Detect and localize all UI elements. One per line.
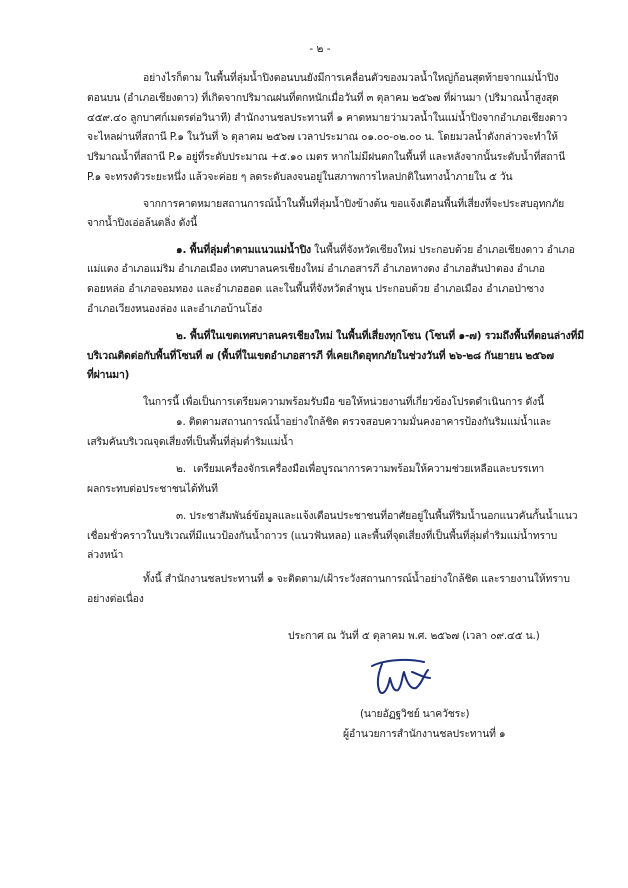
text-line: ตอนบน (อำเภอเชียงดาว) ที่เกิดจากปริมาณฝนที่ตกหนักเมื่อวันที่ ๓ ตุลาคม ๒๕๖๗ ที่ผ่านมา (ปริมาณน้ำสูงสุด [87,92,559,104]
text-line: จากน้ำปิงเอ่อล้นตลิ่ง ดังนี้ [87,217,198,229]
text-line: ๒. เตรียมเครื่องจักรเครื่องมือเพื่อบูรณาการความพร้อมให้ความช่วยเหลือและบรรเทา [176,463,544,475]
text-line: เสริมคันบริเวณจุดเสี่ยงที่เป็นพื้นที่ลุ่มต่ำริมแม่น้ำ [87,436,294,448]
text-line: จะไหลผ่านที่สถานี P.๑ ในวันที่ ๖ ตุลาคม ๒๕๖๗ เวลาประมาณ ๐๑.๐๐-๐๒.๐๐ น. โดยมวลน้ำดังกล่าวจะทำให้ [87,131,558,143]
text-line: ๒. พื้นที่ในเขตเทศบาลนครเชียงใหม่ ในพื้นที่เสี่ยงทุกโซน (โซนที่ ๑-๗) รวมถึงพื้นที่ตอนล่างที่มี [176,330,584,342]
text-line: ปริมาณน้ำที่สถานี P.๑ อยู่ที่ระดับประมาณ +๕.๑๐ เมตร หากไม่มีฝนตกในพื้นที่ และหลังจากนั้นระดับน้ำที่สถานี [87,151,566,163]
action-intro: ในการนี้ เพื่อเป็นการเตรียมความพร้อมรับมือ ขอให้หน่วยงานที่เกี่ยวข้องโปรดดำเนินการ ดังนี้ [143,396,545,408]
risk-area-1-title: ๑. พื้นที่ลุ่มต่ำตามแนวแม่น้ำปิง [176,244,311,256]
text-line: ผลกระทบต่อประชาชนได้ทันที [87,483,218,495]
text-line: เชื่อมชั่วคราวในบริเวณที่มีแนวป้องกันน้ำถาวร (แนวฟันหลอ) และพื้นที่จุดเสี่ยงที่เป็นพื้นที่ลุ่มต่ำริมแม่น้ำทราบ [87,530,558,542]
text-line: บริเวณติดต่อกับพื้นที่โซนที่ ๗ (พื้นที่ในเขตอำเภอสารภี ที่เคยเกิดอุทกภัยในช่วงวันที่ ๒๖-๒๘ กันยายน ๒๕๖๗ [87,350,554,362]
signature-image [366,652,444,700]
announce-date: ประกาศ ณ วันที่ ๕ ตุลาคม พ.ศ. ๒๕๖๗ (เวลา ๐๙.๔๕ น.) [288,630,540,642]
text-line: อย่างต่อเนื่อง [87,593,144,605]
text-line: ดอยหล่อ อำเภอจอมทอง และอำเภอฮอด และในพื้นที่จังหวัดลำพูน ประกอบด้วย อำเภอเมือง อำเภอป่าซาง [87,283,544,295]
signer-name: (นายอัฏฐวิชย์ นาควัชระ) [360,708,470,720]
page-number: - ๒ - [309,43,331,55]
text-line: ล่วงหน้า [87,549,124,561]
text-line: P.๑ จะทรงตัวระยะหนึ่ง แล้วจะค่อย ๆ ลดระดับลงจนอยู่ในสภาพการไหลปกติในทางน้ำภายใน ๕ วัน [87,171,513,183]
text-line: แม่แตง อำเภอแม่ริม อำเภอเมือง เทศบาลนครเชียงใหม่ อำเภอสารภี อำเภอหางดง อำเภอสันป่าตอง อำเภอ [87,263,545,275]
signer-title: ผู้อำนวยการสำนักงานชลประทานที่ ๑ [343,728,506,740]
text-line: ๓. ประชาสัมพันธ์ข้อมูลและแจ้งเตือนประชาชนที่อาศัยอยู่ในพื้นที่ริมน้ำนอกแนวคันกั้นน้ำแนว [176,510,578,522]
text-line: อำเภอเวียงหนองล่อง และอำเภอบ้านโฮ่ง [87,303,263,315]
text-line: ๔๕๙.๔๐ ลูกบาศก์เมตรต่อวินาที) สำนักงานชลประทานที่ ๑ คาดหมายว่ามวลน้ำในแม่น้ำปิงจากอำเภอเชียงดาว [87,112,568,124]
text-line: ทั้งนี้ สำนักงานชลประทานที่ ๑ จะติดตาม/เฝ้าระวังสถานการณ์น้ำอย่างใกล้ชิด และรายงานให้ทราบ [143,573,570,585]
text-line: จากการคาดหมายสถานการณ์น้ำในพื้นที่ลุ่มน้ำปิงข้างต้น ขอแจ้งเตือนพื้นที่เสี่ยงที่จะประสบอุทกภัย [143,198,565,210]
risk-area-1-text: ในพื้นที่จังหวัดเชียงใหม่ ประกอบด้วย อำเภอเชียงดาว อำเภอ [314,244,575,256]
text-line: ที่ผ่านมา) [87,369,130,381]
text-line: ๑. ติดตามสถานการณ์น้ำอย่างใกล้ชิด ตรวจสอบความมั่นคงอาคารป้องกันริมแม่น้ำและ [176,416,552,428]
risk-area-1-heading [176,243,575,257]
text-line: อย่างไรก็ตาม ในพื้นที่ลุ่มน้ำปิงตอนบนยังมีการเคลื่อนตัวของมวลน้ำใหญ่ก้อนสุดท้ายจากแม่น้ำปิง [143,72,559,84]
